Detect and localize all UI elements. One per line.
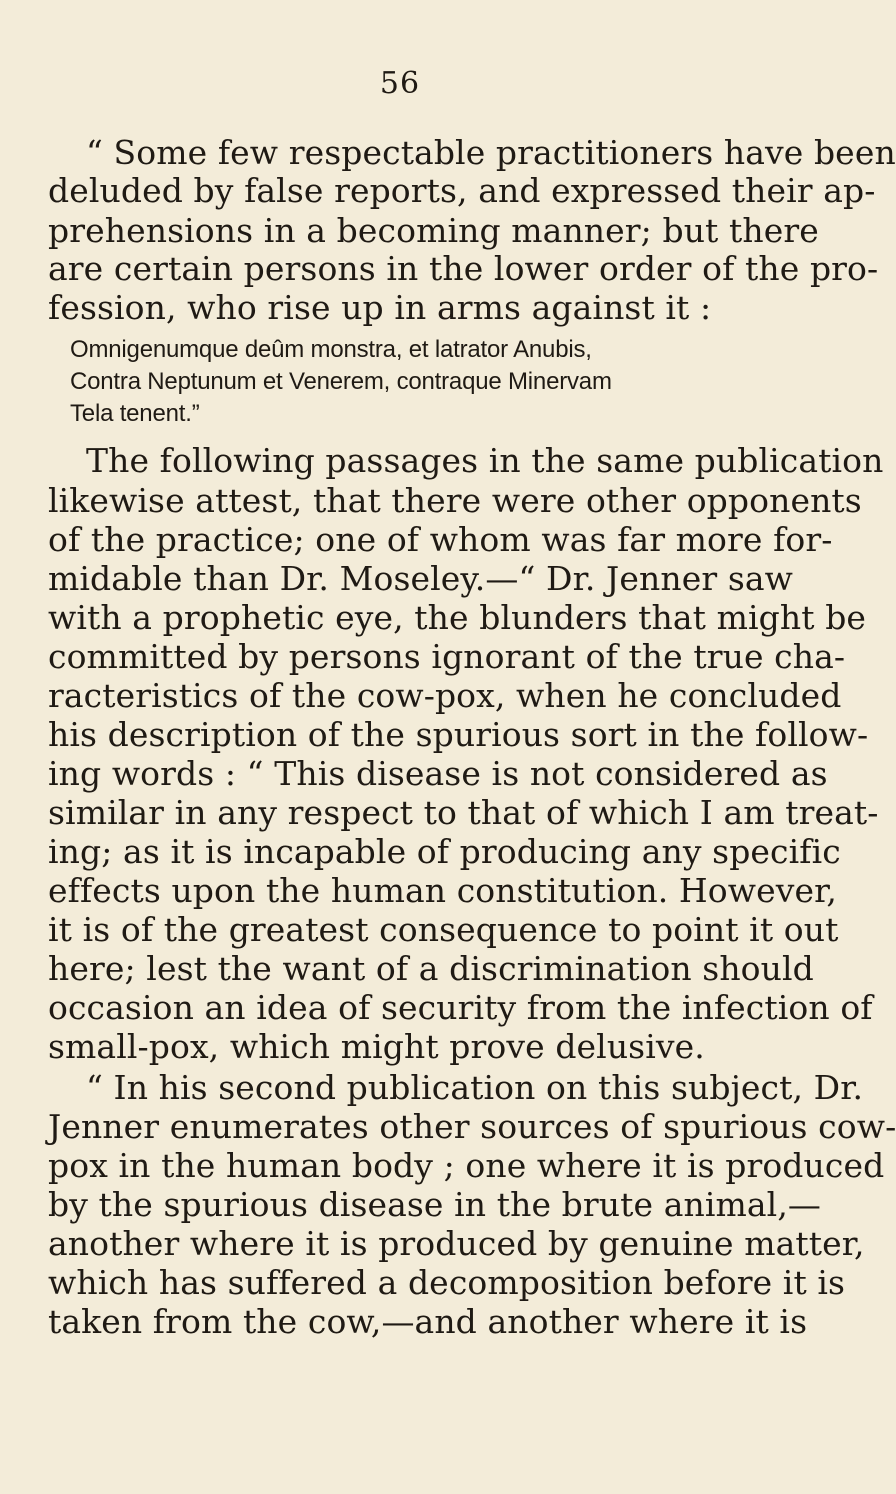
text-line: his description of the spurious sort in the follow- bbox=[48, 715, 869, 754]
text-line: are certain persons in the lower order of the pro- bbox=[48, 249, 879, 288]
text-line: committed by persons ignorant of the true cha- bbox=[48, 637, 846, 676]
text-line: prehensions in a becoming manner; but there bbox=[48, 211, 819, 250]
text-line: “ In his second publication on this subject, Dr. bbox=[86, 1068, 864, 1107]
text-line: with a prophetic eye, the blunders that might be bbox=[48, 598, 867, 637]
text-line: effects upon the human constitution. However, bbox=[48, 871, 837, 910]
verse-line: Omnigenumque deûm monstra, et latrator Anubis, bbox=[70, 336, 592, 363]
text-line: similar in any respect to that of which I am treat- bbox=[48, 793, 879, 832]
text-line: ing; as it is incapable of producing any specific bbox=[48, 832, 841, 871]
text-line: occasion an idea of security from the infection of bbox=[48, 988, 873, 1027]
text-line: “ Some few respectable practitioners have been bbox=[86, 133, 896, 172]
text-line: midable than Dr. Moseley.—“ Dr. Jenner saw bbox=[48, 559, 793, 598]
page-number: 56 bbox=[379, 66, 421, 101]
verse-line: Tela tenent.” bbox=[70, 400, 200, 427]
text-line: by the spurious disease in the brute animal,— bbox=[48, 1185, 822, 1224]
text-line: deluded by false reports, and expressed their ap- bbox=[48, 171, 876, 210]
text-line: another where it is produced by genuine matter, bbox=[48, 1224, 865, 1263]
text-line: pox in the human body ; one where it is produced bbox=[48, 1146, 885, 1185]
text-line: here; lest the want of a discrimination should bbox=[48, 949, 814, 988]
text-line: Jenner enumerates other sources of spurious cow- bbox=[48, 1107, 896, 1146]
text-line: racteristics of the cow-pox, when he concluded bbox=[48, 676, 842, 715]
text-line: which has suffered a decomposition before it is bbox=[48, 1263, 846, 1302]
text-line: ing words : “ This disease is not considered as bbox=[48, 754, 828, 793]
text-line: The following passages in the same publication bbox=[86, 441, 884, 480]
text-line: of the practice; one of whom was far more for- bbox=[48, 520, 833, 559]
text-line: small-pox, which might prove delusive. bbox=[48, 1027, 705, 1066]
text-line: it is of the greatest consequence to point it out bbox=[48, 910, 839, 949]
text-line: fession, who rise up in arms against it : bbox=[48, 288, 712, 327]
text-line: likewise attest, that there were other opponents bbox=[48, 481, 862, 520]
text-line: taken from the cow,—and another where it is bbox=[48, 1302, 808, 1341]
verse-line: Contra Neptunum et Venerem, contraque Minervam bbox=[70, 368, 612, 395]
